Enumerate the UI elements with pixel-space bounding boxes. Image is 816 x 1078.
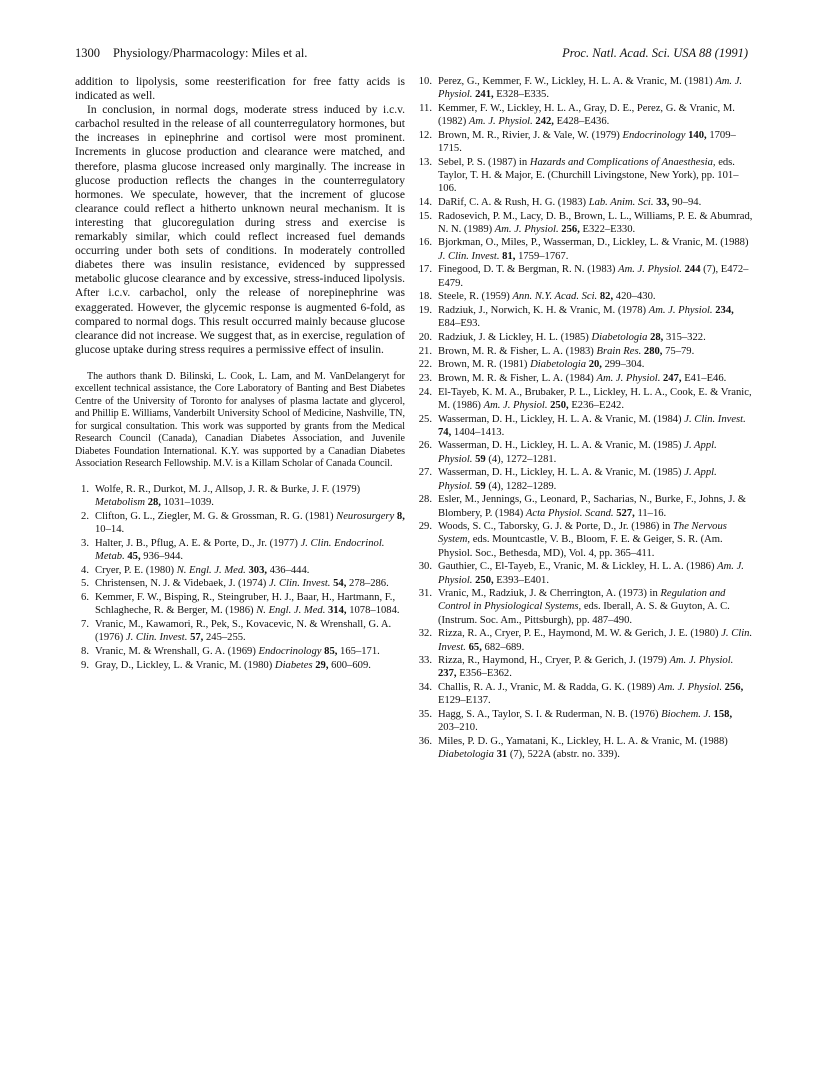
reference-journal: Metabolism [95, 497, 146, 509]
reference-pages: E428–E436. [556, 116, 610, 128]
reference-pages: E129–E137. [438, 695, 491, 707]
reference-journal: J. Clin. Invest. [438, 628, 753, 653]
reference-volume: 237, [438, 668, 457, 680]
reference-number: 35. [418, 709, 432, 721]
reference-authors: Vranic, M. & Wrenshall, G. A. (1969) [95, 645, 256, 657]
reference-volume: 280, [643, 345, 663, 357]
acknowledgment: The authors thank D. Bilinski, L. Cook, L. Lam, and M. VanDelangeryt for excellent technical assistance, the Core Laboratory of Banting and Best Diabetes Centre of the University of Toronto for analyses of plasma lactate and glycerol, and Phillip E. Williams, Vanderbilt University School of Medicine, Nashville, TN, for surgical consultation. This work was supported by grants from the Medical Research Council (Canada), Canadian Diabetes Association, and Juvenile Diabetes Foundation International. K.Y. was supported by a Canadian Diabetes Association Research Fellowship. M.V. is a Killam Scholar of Canada Council. [75, 370, 405, 470]
reference-number: 29. [418, 521, 432, 533]
reference-pages: E84–E93. [438, 318, 481, 330]
reference-item [418, 75, 753, 101]
reference-number: 9. [81, 659, 89, 671]
reference-pages: 1709–1715. [438, 129, 736, 155]
reference-number: 14. [418, 196, 432, 208]
reference-item [418, 345, 753, 358]
reference-authors: Rizza, R. A., Cryer, P. E., Haymond, M. W. & Gerich, J. E. (1980) [438, 628, 719, 640]
reference-journal: Am. J. Physiol. [596, 372, 661, 384]
reference-journal: J. Clin. Endocrinol. Metab. [95, 537, 385, 562]
reference-volume: 242, [535, 116, 554, 128]
reference-number: 21. [418, 345, 432, 357]
reference-volume: 247, [663, 372, 682, 384]
reference-authors: Hagg, S. A., Taylor, S. I. & Ruderman, N. B. (1976) [438, 709, 659, 721]
reference-journal: N. Engl. J. Med. [256, 605, 326, 617]
reference-item [418, 413, 753, 439]
reference-volume: 256, [724, 682, 744, 694]
reference-pages: 1759–1767. [518, 250, 569, 262]
reference-authors: Vranic, M., Radziuk, J. & Cherrington, A. (1973) in [438, 588, 658, 600]
reference-journal: Regulation and Control in Physiological Systems, [438, 588, 726, 613]
reference-journal: J. Clin. Invest. [438, 250, 500, 262]
reference-pages: 245–255. [205, 632, 246, 644]
reference-authors: DaRif, C. A. & Rush, H. G. (1983) [438, 196, 587, 208]
reference-item [418, 358, 753, 371]
reference-volume: 29, [315, 659, 329, 671]
reference-item [418, 386, 753, 412]
journal-citation: Proc. Natl. Acad. Sci. USA 88 (1991) [562, 46, 748, 60]
reference-volume: 20, [588, 359, 602, 371]
reference-volume: 28, [650, 331, 664, 343]
reference-pages: 315–322. [665, 331, 706, 343]
reference-number: 24. [418, 386, 432, 398]
reference-authors: Steele, R. (1959) [438, 291, 510, 303]
reference-pages: E236–E242. [571, 399, 624, 411]
reference-pages: 165–171. [340, 645, 380, 657]
reference-volume: 57, [190, 632, 204, 644]
reference-pages: eds. Mountcastle, V. B., Bloom, F. E. & Geiger, S. R. (Am. Physiol. Soc., Bethesda, MD), Vol. 4, pp. 365–411. [438, 534, 723, 559]
reference-number: 30. [418, 561, 432, 573]
reference-number: 36. [418, 735, 432, 747]
reference-number: 28. [418, 494, 432, 506]
reference-item [75, 591, 405, 617]
reference-authors: Halter, J. B., Pflug, A. E. & Porte, D., Jr. (1977) [95, 537, 298, 549]
reference-item [418, 466, 753, 492]
reference-volume: 45, [127, 550, 141, 562]
reference-journal: Am. J. Physiol. [483, 399, 548, 411]
reference-item [75, 659, 405, 672]
reference-journal: Endocrinology [622, 129, 686, 141]
reference-journal: J. Appl. Physiol. [438, 467, 717, 492]
reference-volume: 234, [715, 304, 734, 316]
reference-pages: (4), 1272–1281. [488, 453, 557, 465]
reference-authors: Cryer, P. E. (1980) [95, 564, 175, 576]
reference-list-left [75, 483, 405, 672]
reference-journal: Am. J. Physiol. [494, 223, 559, 235]
reference-authors: Radosevich, P. M., Lacy, D. B., Brown, L. L., Williams, P. E. & Abumrad, N. N. (1989) [438, 210, 753, 235]
reference-pages: E41–E46. [684, 372, 727, 384]
reference-journal: Hazards and Complications of Anaesthesia, [529, 156, 716, 168]
reference-volume: 85, [324, 645, 338, 657]
reference-number: 15. [418, 210, 432, 222]
reference-authors: Brown, M. R. & Fisher, L. A. (1984) [438, 372, 594, 384]
reference-authors: Perez, G., Kemmer, F. W., Lickley, H. L. A. & Vranic, M. (1981) [438, 76, 713, 87]
reference-volume: 74, [438, 426, 452, 438]
reference-pages: E322–E330. [582, 223, 636, 235]
right-column [418, 75, 753, 762]
reference-number: 18. [418, 291, 432, 303]
reference-pages: (4), 1282–1289. [488, 480, 557, 492]
reference-item [75, 564, 405, 577]
reference-pages: 1404–1413. [453, 426, 505, 438]
reference-journal: Am. J. Physiol. [468, 116, 533, 128]
reference-item [418, 290, 753, 303]
reference-item [418, 102, 753, 128]
reference-pages: eds. Taylor, T. H. & Major, E. (Churchill Livingstone, New York), pp. 101–106. [438, 156, 739, 195]
reference-number: 1. [81, 483, 89, 495]
reference-item [75, 510, 405, 536]
reference-authors: Esler, M., Jennings, G., Leonard, P., Sacharias, N., Burke, F., Johns, J. & Blombery, P. (1984) [438, 494, 746, 519]
reference-pages: 936–944. [143, 550, 184, 562]
reference-number: 12. [418, 129, 432, 141]
reference-number: 17. [418, 264, 432, 276]
reference-authors: Brown, M. R., Rivier, J. & Vale, W. (1979) [438, 129, 620, 141]
page-header [75, 46, 748, 62]
reference-pages: 90–94. [672, 196, 702, 208]
reference-pages: E356–E362. [459, 668, 512, 680]
reference-journal: J. Clin. Invest. [268, 578, 331, 590]
reference-volume: 140, [688, 129, 707, 141]
body-paragraph: addition to lipolysis, some reesterification for free fatty acids is indicated as well. [75, 76, 405, 103]
reference-item [418, 372, 753, 385]
reference-volume: 158, [713, 709, 733, 721]
page-number: 1300 [75, 46, 100, 60]
reference-journal: Acta Physiol. Scand. [525, 507, 614, 519]
reference-volume: 244 [684, 264, 701, 276]
reference-journal: Ann. N.Y. Acad. Sci. [512, 291, 598, 303]
reference-item [418, 520, 753, 560]
reference-journal: Am. J. Physiol. [648, 304, 713, 316]
reference-pages: 278–286. [349, 578, 389, 590]
reference-pages: 1078–1084. [349, 605, 400, 617]
reference-pages: 75–79. [665, 345, 695, 357]
reference-item [418, 735, 753, 761]
reference-number: 31. [418, 588, 432, 600]
reference-volume: 250, [550, 399, 569, 411]
reference-volume: 303, [248, 564, 268, 576]
reference-authors: Gray, D., Lickley, L. & Vranic, M. (1980) [95, 659, 273, 671]
reference-volume: 314, [328, 605, 347, 617]
reference-volume: 59 [475, 453, 486, 465]
reference-volume: 33, [656, 196, 670, 208]
reference-authors: Christensen, N. J. & Videbaek, J. (1974) [95, 578, 267, 590]
reference-journal: J. Clin. Invest. [125, 632, 188, 644]
reference-authors: Challis, R. A. J., Vranic, M. & Radda, G. K. (1989) [438, 682, 656, 694]
reference-pages: 682–689. [484, 641, 525, 653]
section-title: Physiology/Pharmacology: Miles et al. [113, 46, 308, 60]
reference-item [418, 493, 753, 519]
reference-pages: (7), 522A (abstr. no. 339). [509, 749, 620, 761]
reference-volume: 54, [333, 578, 347, 590]
reference-number: 33. [418, 655, 432, 667]
reference-authors: Radziuk, J., Norwich, K. H. & Vranic, M. (1978) [438, 304, 647, 316]
reference-authors: Bjorkman, O., Miles, P., Wasserman, D., Lickley, L. & Vranic, M. (1988) [438, 237, 749, 249]
reference-item [418, 560, 753, 586]
reference-item [418, 304, 753, 330]
reference-authors: Kemmer, F. W., Lickley, H. L. A., Gray, D. E., Perez, G. & Vranic, M. (1982) [438, 102, 735, 128]
reference-journal: Diabetologia [591, 331, 648, 343]
reference-pages: eds. Iberall, A. S. & Guyton, A. C. (Instrum. Soc. Am., Pittsburgh), pp. 487–490. [438, 601, 730, 626]
reference-journal: Am. J. Physiol. [438, 561, 744, 586]
reference-pages: 1031–1039. [163, 497, 214, 509]
reference-item [418, 196, 753, 209]
reference-authors: Wolfe, R. R., Durkot, M. J., Allsop, J. R. & Burke, J. F. (1979) [95, 483, 361, 495]
reference-item [418, 708, 753, 734]
reference-number: 25. [418, 413, 432, 425]
reference-authors: Miles, P. D. G., Yamatani, K., Lickley, H. L. A. & Vranic, M. (1988) [438, 735, 728, 747]
reference-item [418, 236, 753, 262]
reference-item [75, 483, 405, 509]
reference-volume: 82, [599, 291, 614, 303]
reference-authors: Radziuk, J. & Lickley, H. L. (1985) [438, 331, 589, 343]
reference-pages: 299–304. [604, 359, 645, 371]
reference-volume: 81, [502, 250, 516, 262]
reference-volume: 28, [147, 497, 161, 509]
reference-journal: Am. J. Physiol. [438, 76, 743, 101]
reference-volume: 527, [616, 507, 635, 519]
reference-item [418, 654, 753, 680]
reference-pages: 11–16. [637, 507, 667, 519]
reference-number: 20. [418, 331, 432, 343]
reference-number: 13. [418, 156, 432, 168]
reference-pages: 436–444. [269, 564, 310, 576]
reference-pages: 203–210. [438, 722, 478, 734]
reference-number: 4. [81, 564, 89, 576]
reference-number: 10. [418, 76, 432, 87]
reference-item [418, 156, 753, 196]
reference-item [418, 681, 753, 707]
reference-journal: Endocrinology [258, 645, 322, 657]
reference-journal: Biochem. J. [661, 709, 711, 721]
reference-journal: The Nervous System, [438, 521, 727, 546]
reference-authors: Kemmer, F. W., Bisping, R., Steingruber, H. J., Baar, H., Hartmann, F., Schlagheche, R. & Berger, M. (1986) [95, 592, 396, 617]
reference-number: 16. [418, 237, 432, 249]
reference-item [418, 587, 753, 627]
reference-authors: Woods, S. C., Taborsky, G. J. & Porte, D., Jr. (1986) in [438, 521, 671, 533]
reference-journal: Diabetes [274, 659, 313, 671]
reference-pages: E393–E401. [496, 574, 549, 586]
reference-journal: Am. J. Physiol. [618, 264, 682, 276]
reference-number: 6. [81, 592, 89, 603]
reference-number: 34. [418, 682, 432, 694]
reference-number: 23. [418, 372, 432, 384]
reference-volume: 59 [475, 480, 486, 492]
reference-number: 8. [81, 645, 89, 657]
reference-pages: 420–430. [615, 291, 656, 303]
reference-number: 5. [81, 578, 89, 590]
reference-volume: 256, [561, 223, 580, 235]
reference-authors: Gauthier, C., El-Tayeb, E., Vranic, M. & Lickley, H. L. A. (1986) [438, 561, 715, 573]
reference-journal: J. Clin. Invest. [684, 413, 746, 425]
reference-journal: N. Engl. J. Med. [176, 564, 246, 576]
reference-authors: Vranic, M., Kawamori, R., Pek, S., Kovacevic, N. & Wrenshall, G. A. (1976) [95, 618, 392, 644]
reference-number: 22. [418, 359, 432, 371]
reference-item [75, 645, 405, 658]
reference-number: 19. [418, 304, 432, 316]
conclusion-paragraph: In conclusion, in normal dogs, moderate stress induced by i.c.v. carbachol resulted in the release of all counterregulatory hormones, but the increases in epinephrine and cortisol were most prominent. Increments in glucose production and clearance were matched, and therefore, plasma glucose increased only marginally. The increase in glucose production reflects the changes in the counterregulatory hormones. We speculate, however, that the increment of glucose clearance could reflect a hitherto unknown neural mechanism. It is interesting that glucoregulation during stress and exercise is remarkably similar, which could reflect increased fuel demands occurring under both sets of conditions. In moderately controlled diabetes there was insulin resistance, evidenced by suppressed metabolic glucose clearance and by excessive, stress-induced lipolysis. After i.c.v. carbachol, only the release of norepinephrine was exaggerated. However, the glycemic response is augmented 6-fold, as compared to normal dogs. This result occurred mainly because glucose clearance did not increase. We suggest that, as in exercise, regulation of glucose uptake during stress requires a permissive effect of insulin. [75, 104, 405, 356]
reference-pages: 600–609. [331, 659, 371, 671]
reference-number: 27. [418, 467, 432, 479]
reference-pages: (7), E472–E479. [438, 264, 749, 289]
reference-authors: Brown, M. R. & Fisher, L. A. (1983) [438, 345, 594, 357]
reference-volume: 65, [468, 641, 482, 653]
reference-volume: 241, [475, 89, 494, 101]
reference-item [418, 439, 753, 465]
reference-item [418, 331, 753, 344]
reference-journal: Brain Res. [596, 345, 642, 357]
reference-item [418, 627, 753, 653]
reference-journal: J. Appl. Physiol. [438, 440, 717, 465]
reference-item [418, 210, 753, 236]
reference-authors: Wasserman, D. H., Lickley, H. L. A. & Vranic, M. (1984) [438, 413, 682, 425]
reference-pages: E328–E335. [496, 89, 549, 101]
reference-journal: Diabetologia [438, 749, 494, 761]
reference-number: 32. [418, 628, 432, 640]
reference-authors: El-Tayeb, K. M. A., Brubaker, P. L., Lickley, H. L. A., Cook, E. & Vranic, M. (1986) [438, 386, 752, 411]
reference-journal: Neurosurgery [336, 510, 395, 522]
reference-authors: Wasserman, D. H., Lickley, H. L. A. & Vranic, M. (1985) [438, 467, 682, 479]
reference-number: 26. [418, 440, 432, 452]
reference-item [75, 537, 405, 563]
reference-number: 11. [419, 102, 432, 114]
reference-authors: Wasserman, D. H., Lickley, H. L. A. & Vranic, M. (1985) [438, 440, 682, 452]
reference-list-right [418, 75, 753, 761]
left-column [75, 75, 405, 672]
reference-pages: 10–14. [95, 523, 125, 535]
reference-item [418, 263, 753, 289]
reference-journal: Lab. Anim. Sci. [588, 196, 654, 208]
reference-volume: 250, [475, 574, 494, 586]
reference-authors: Clifton, G. L., Ziegler, M. G. & Grossman, R. G. (1981) [95, 510, 334, 522]
reference-authors: Rizza, R., Haymond, H., Cryer, P. & Gerich, J. (1979) [438, 655, 667, 667]
reference-authors: Brown, M. R. (1981) [438, 359, 528, 371]
reference-volume: 31 [496, 749, 508, 761]
reference-number: 2. [81, 510, 89, 522]
reference-authors: Finegood, D. T. & Bergman, R. N. (1983) [438, 264, 616, 276]
reference-journal: Am. J. Physiol. [658, 682, 723, 694]
reference-journal: Diabetologia [530, 359, 587, 371]
reference-journal: Am. J. Physiol. [669, 655, 734, 667]
reference-volume: 8, [396, 510, 405, 522]
reference-authors: Sebel, P. S. (1987) in [438, 156, 528, 168]
reference-item [75, 618, 405, 644]
reference-number: 7. [81, 618, 89, 630]
reference-item [418, 129, 753, 155]
reference-number: 3. [81, 537, 89, 549]
reference-item [75, 577, 405, 590]
